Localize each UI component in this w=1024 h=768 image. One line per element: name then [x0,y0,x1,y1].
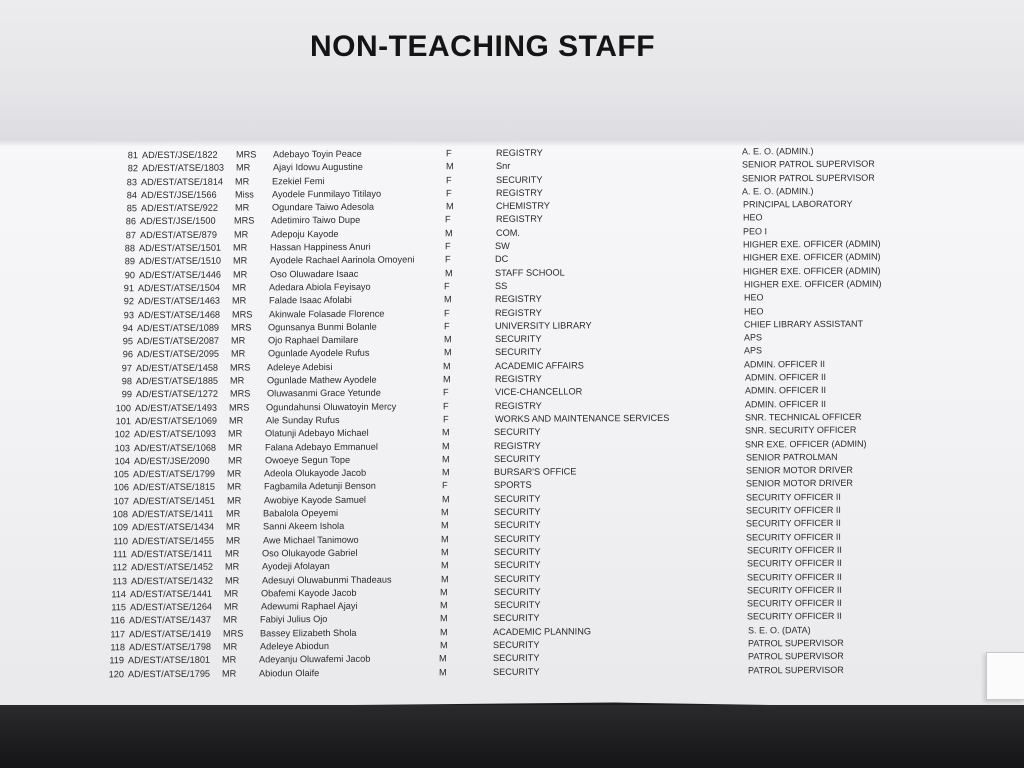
staff-department: WORKS AND MAINTENANCE SERVICES [495,412,670,424]
staff-name: Adetimiro Taiwo Dupe [271,215,361,226]
staff-sex: F [444,281,450,292]
staff-title: MR [233,255,248,266]
staff-name: Awe Michael Tanimowo [263,534,359,546]
staff-name: Ajayi Idowu Augustine [273,162,363,173]
staff-rank: SNR. SECURITY OFFICER [745,425,857,436]
staff-code: AD/EST/ATSE/1468 [138,309,221,320]
staff-department: SECURITY [494,573,541,584]
staff-title: MR [225,561,240,572]
staff-title: MR [226,535,241,546]
staff-department: STAFF SCHOOL [495,267,565,278]
staff-name: Oso Oluwadare Isaac [270,268,359,280]
staff-number: 116 [110,615,125,626]
staff-code: AD/EST/ATSE/1452 [131,561,214,573]
staff-sex: F [446,174,452,185]
staff-name: Oso Olukayode Gabriel [262,547,358,559]
staff-title: Miss [235,189,254,200]
staff-rank: S. E. O. (DATA) [748,624,811,636]
staff-title: MR [232,282,247,293]
staff-sex: M [441,507,449,518]
staff-title: MR [227,495,242,506]
staff-name: Olatunji Adebayo Michael [265,427,369,439]
staff-code: AD/EST/JSE/1566 [141,189,217,201]
staff-name: Adeola Olukayode Jacob [264,467,367,479]
staff-name: Adeleye Adebisi [267,361,333,373]
staff-name: Adesuyi Oluwabunmi Thadeaus [262,574,392,585]
staff-rank: SECURITY OFFICER II [746,518,841,529]
staff-department: SECURITY [494,493,541,504]
staff-name: Ayodele Rachael Aarinola Omoyeni [270,254,415,266]
staff-rank: SENIOR PATROL SUPERVISOR [742,172,875,184]
staff-number: 101 [115,416,131,427]
staff-sex: M [440,626,448,637]
staff-number: 92 [123,296,134,307]
staff-sex: M [444,347,452,358]
staff-code: AD/EST/ATSE/1885 [136,375,219,387]
staff-department: SECURITY [494,520,541,531]
staff-code: AD/EST/ATSE/1272 [136,389,219,400]
staff-name: Oluwasanmi Grace Yetunde [267,388,381,399]
staff-sex: M [440,613,448,624]
staff-title: MR [233,269,248,280]
staff-department: REGISTRY [495,307,542,318]
staff-title: MRS [223,628,244,639]
staff-code: AD/EST/ATSE/1455 [132,535,215,546]
staff-rank: SECURITY OFFICER II [746,531,841,543]
staff-rank: CHIEF LIBRARY ASSISTANT [744,318,864,330]
staff-rank: PATROL SUPERVISOR [748,651,844,662]
staff-rank: HEO [743,212,763,223]
staff-title: MR [231,348,246,360]
staff-rank: SENIOR PATROLMAN [746,451,838,463]
staff-sex: M [444,294,452,305]
staff-department: REGISTRY [496,187,543,198]
staff-sex: F [442,480,448,491]
staff-rank: SECURITY OFFICER II [746,504,841,516]
staff-code: AD/EST/ATSE/2095 [137,349,220,360]
staff-rank: HEO [744,305,764,317]
staff-name: Ayodele Funmilayo Titilayo [272,188,382,200]
staff-department: SECURITY [495,347,542,358]
staff-code: AD/EST/ATSE/1093 [134,428,217,440]
staff-code: AD/EST/ATSE/1434 [132,522,215,533]
staff-department: SECURITY [494,559,541,571]
staff-code: AD/EST/ATSE/1799 [133,468,216,480]
staff-sex: M [442,467,450,478]
staff-number: 89 [124,256,135,267]
staff-number: 111 [113,549,127,560]
staff-title: MR [233,242,248,253]
staff-number: 112 [112,562,127,573]
staff-rank: SENIOR MOTOR DRIVER [746,478,853,489]
staff-number: 100 [115,402,131,413]
staff-number: 114 [111,589,126,600]
staff-code: AD/EST/ATSE/1432 [131,575,214,586]
staff-rank: HEO [744,292,764,303]
staff-code: AD/EST/ATSE/1411 [131,548,213,560]
staff-department: REGISTRY [495,373,542,385]
staff-rank: APS [744,345,763,356]
staff-number: 113 [112,575,127,586]
staff-number: 82 [127,163,138,174]
staff-sex: M [443,360,451,372]
staff-sex: F [445,214,451,225]
staff-rank: SECURITY OFFICER II [747,571,842,582]
staff-sex: M [439,653,447,664]
staff-number: 96 [122,349,133,360]
staff-sex: M [442,493,450,505]
staff-number: 99 [121,389,132,400]
staff-name: Owoeye Segun Tope [265,454,351,466]
staff-name: Ojo Raphael Damilare [268,334,359,346]
staff-number: 95 [122,336,133,347]
staff-title: MR [223,641,238,652]
staff-code: AD/EST/ATSE/1437 [129,615,212,626]
staff-department: REGISTRY [496,214,543,225]
staff-name: Ayodeji Afolayan [262,561,330,572]
staff-rank: ADMIN. OFFICER II [745,372,826,383]
staff-sex: M [446,161,454,172]
staff-sex: M [441,520,449,531]
staff-title: MR [228,442,243,453]
staff-department: VICE-CHANCELLOR [495,386,583,398]
staff-number: 103 [114,442,130,453]
staff-code: AD/EST/ATSE/2087 [137,335,220,347]
staff-number: 117 [110,628,125,640]
staff-number: 109 [112,522,128,533]
staff-rank: A. E. O. (ADMIN.) [742,146,814,157]
staff-name: Obafemi Kayode Jacob [261,587,357,599]
staff-number: 118 [110,642,125,653]
staff-number: 108 [112,509,128,520]
staff-sex: M [442,454,450,465]
staff-department: BURSAR'S OFFICE [494,466,577,478]
staff-number: 97 [121,362,132,374]
staff-title: MR [231,335,246,346]
staff-title: MR [234,229,249,240]
staff-rank: SECURITY OFFICER II [747,584,842,596]
staff-department: Snr [496,161,511,172]
staff-name: Sanni Akeem Ishola [263,521,345,532]
staff-number: 93 [123,309,134,320]
staff-number: 107 [113,495,129,507]
staff-code: AD/EST/ATSE/1441 [130,588,213,600]
staff-name: Ale Sunday Rufus [266,414,340,426]
staff-number: 85 [126,203,137,214]
staff-title: MR [222,654,237,665]
staff-sex: M [440,600,448,611]
staff-number: 115 [111,602,126,613]
staff-number: 86 [125,216,136,227]
staff-rank: SENIOR MOTOR DRIVER [746,464,853,476]
staff-department: REGISTRY [496,147,543,158]
staff-title: MR [228,428,243,439]
staff-number: 106 [113,482,129,493]
page-title: NON-TEACHING STAFF [310,30,656,63]
staff-rank: HIGHER EXE. OFFICER (ADMIN) [744,278,882,290]
staff-code: AD/EST/ATSE/1501 [139,242,222,254]
staff-number: 102 [114,429,130,440]
staff-department: SECURITY [495,333,542,345]
staff-sex: M [441,573,449,584]
staff-rank: APS [744,332,763,343]
staff-name: Akinwale Folasade Florence [269,308,385,319]
staff-department: SW [495,240,510,252]
staff-rank: SNR EXE. OFFICER (ADMIN) [745,438,867,449]
staff-sex: M [445,267,453,278]
staff-code: AD/EST/ATSE/1419 [129,628,212,639]
staff-sex: F [446,148,452,159]
staff-department: SECURITY [494,453,541,464]
staff-code: AD/EST/ATSE/1264 [130,601,213,613]
staff-title: MR [226,521,241,532]
staff-code: AD/EST/JSE/2090 [134,455,210,467]
staff-title: MR [224,601,239,612]
staff-sex: M [446,201,454,212]
staff-sex: F [443,414,449,425]
staff-name: Falade Isaac Afolabi [269,295,352,306]
staff-code: AD/EST/ATSE/879 [140,229,217,240]
staff-code: AD/EST/ATSE/1411 [132,508,214,520]
staff-department: COM. [496,227,520,238]
staff-rank: SECURITY OFFICER II [747,544,842,556]
staff-number: 87 [125,229,136,241]
staff-code: AD/EST/ATSE/1510 [139,256,222,267]
staff-department: SECURITY [494,506,541,517]
staff-title: MR [225,575,240,586]
staff-rank: HIGHER EXE. OFFICER (ADMIN) [743,265,881,277]
staff-number: 84 [126,190,137,201]
staff-number: 94 [122,323,133,334]
staff-name: Ogunsanya Bunmi Bolanle [268,321,377,333]
staff-department: SS [495,280,508,291]
staff-sex: F [444,321,450,332]
staff-number: 105 [113,469,129,480]
staff-code: AD/EST/ATSE/1446 [139,269,222,280]
staff-title: MRS [234,215,255,227]
staff-title: MR [228,455,243,466]
staff-name: Ogundahunsi Oluwatoyin Mercy [266,401,397,413]
staff-sex: M [440,640,448,651]
staff-department: SECURITY [494,586,541,597]
staff-code: AD/EST/ATSE/1069 [135,415,218,427]
staff-rank: ADMIN. OFFICER II [745,398,826,410]
staff-title: MR [222,668,237,679]
staff-name: Babalola Opeyemi [263,507,339,519]
staff-name: Ezekiel Femi [272,175,325,186]
paper-corner [986,652,1024,700]
staff-number: 91 [123,283,134,294]
staff-number: 104 [114,456,130,467]
staff-department: REGISTRY [495,400,542,411]
staff-code: AD/EST/ATSE/1089 [137,322,220,334]
staff-sex: F [445,241,451,252]
staff-department: ACADEMIC PLANNING [493,626,592,637]
staff-department: REGISTRY [495,293,542,305]
staff-code: AD/EST/ATSE/1815 [133,482,216,493]
staff-title: MR [235,202,250,213]
staff-title: MRS [236,149,257,160]
staff-title: MR [225,548,240,559]
staff-department: CHEMISTRY [496,200,550,212]
paper-top-sheet [0,0,1024,146]
staff-list [0,144,1024,682]
staff-title: MR [224,588,239,599]
staff-department: REGISTRY [494,440,541,451]
staff-sex: M [441,533,449,544]
staff-rank: HIGHER EXE. OFFICER (ADMIN) [743,238,881,250]
staff-number: 120 [108,668,124,679]
staff-rank: PRINCIPAL LABORATORY [743,198,853,210]
staff-number: 83 [126,176,137,187]
staff-department: SECURITY [494,546,541,557]
staff-sex: M [439,666,447,677]
staff-title: MRS [230,388,251,399]
staff-number: 119 [109,655,124,666]
staff-rank: SECURITY OFFICER II [746,491,841,503]
staff-department: DC [495,254,509,265]
staff-code: AD/EST/ATSE/1814 [141,176,224,187]
staff-name: Awobiye Kayode Samuel [264,494,366,506]
staff-number: 88 [124,243,135,254]
staff-name: Adeyanju Oluwafemi Jacob [259,654,371,665]
staff-number: 90 [124,269,135,280]
staff-title: MR [229,415,244,426]
staff-sex: F [446,188,452,199]
staff-sex: M [445,228,453,239]
staff-sex: M [443,374,451,385]
staff-name: Ogunlade Ayodele Rufus [268,348,370,359]
staff-department: SECURITY [494,599,541,611]
staff-rank: SNR. TECHNICAL OFFICER [745,411,862,423]
staff-code: AD/EST/ATSE/1795 [128,668,211,679]
staff-rank: ADMIN. OFFICER II [744,358,825,370]
staff-number: 98 [121,376,132,387]
staff-name: Fabiyi Julius Ojo [260,614,328,625]
staff-rank: A. E. O. (ADMIN.) [742,185,814,197]
staff-sex: F [443,400,449,411]
staff-sex: M [441,560,449,571]
desk-surface [0,705,1024,768]
staff-code: AD/EST/ATSE/922 [141,202,218,214]
staff-name: Adebayo Toyin Peace [273,148,362,160]
staff-department: SECURITY [493,639,540,650]
staff-code: AD/EST/JSE/1822 [142,149,218,161]
staff-code: AD/EST/ATSE/1463 [138,295,221,307]
staff-name: Ogundare Taiwo Adesola [272,201,374,213]
staff-department: SECURITY [496,174,543,185]
staff-department: UNIVERSITY LIBRARY [495,320,592,331]
staff-rank: SECURITY OFFICER II [747,558,842,569]
staff-name: Adepoju Kayode [271,228,339,240]
staff-name: Bassey Elizabeth Shola [260,627,357,639]
staff-title: MR [236,162,251,173]
staff-name: Hassan Happiness Anuri [270,241,371,253]
staff-rank: SECURITY OFFICER II [747,597,842,609]
staff-number: 81 [127,150,138,161]
staff-name: Adeleye Abiodun [260,640,329,652]
staff-rank: SENIOR PATROL SUPERVISOR [742,158,875,170]
staff-department: ACADEMIC AFFAIRS [495,360,584,371]
staff-title: MRS [230,362,251,373]
staff-title: MRS [231,322,252,333]
staff-name: Adedara Abiola Feyisayo [269,281,371,293]
staff-department: SECURITY [493,666,540,677]
staff-code: AD/EST/ATSE/1068 [134,442,217,453]
staff-code: AD/EST/ATSE/1458 [136,362,219,373]
staff-code: AD/EST/ATSE/1803 [142,162,225,174]
staff-department: SECURITY [494,426,541,438]
staff-rank: PEO I [743,226,768,237]
staff-department: SPORTS [494,480,532,491]
staff-department: SECURITY [494,533,541,544]
staff-title: MR [223,614,238,626]
staff-title: MR [226,508,241,519]
staff-rank: PATROL SUPERVISOR [748,664,844,676]
staff-title: MRS [232,309,253,320]
staff-name: Abiodun Olaife [259,667,320,678]
staff-name: Falana Adebayo Emmanuel [265,441,378,452]
staff-rank: ADMIN. OFFICER II [745,385,826,396]
staff-code: AD/EST/JSE/1500 [140,216,216,227]
staff-sex: M [440,587,448,598]
staff-title: MR [232,295,247,306]
staff-title: MR [227,481,242,493]
staff-sex: M [444,334,452,345]
staff-sex: M [442,427,450,438]
staff-department: SECURITY [493,652,540,664]
staff-sex: F [443,387,449,398]
staff-number: 110 [113,535,128,546]
staff-code: AD/EST/ATSE/1504 [138,282,221,294]
staff-sex: F [444,307,450,318]
staff-title: MR [230,375,245,386]
staff-department: SECURITY [493,613,540,624]
staff-sex: M [441,547,449,558]
staff-rank: SECURITY OFFICER II [747,611,842,622]
staff-name: Fagbamila Adetunji Benson [264,481,376,492]
staff-rank: HIGHER EXE. OFFICER (ADMIN) [743,251,881,263]
staff-code: AD/EST/ATSE/1451 [133,495,216,506]
staff-title: MR [235,176,250,187]
staff-sex: F [445,254,451,265]
staff-title: MRS [229,402,250,413]
staff-sex: M [442,440,450,451]
staff-code: AD/EST/ATSE/1493 [135,402,218,413]
staff-rank: PATROL SUPERVISOR [748,637,844,649]
staff-name: Adewumi Raphael Ajayi [261,600,358,612]
staff-name: Ogunlade Mathew Ayodele [267,374,377,386]
staff-code: AD/EST/ATSE/1801 [128,654,211,666]
staff-title: MR [227,468,242,479]
staff-code: AD/EST/ATSE/1798 [129,641,212,653]
